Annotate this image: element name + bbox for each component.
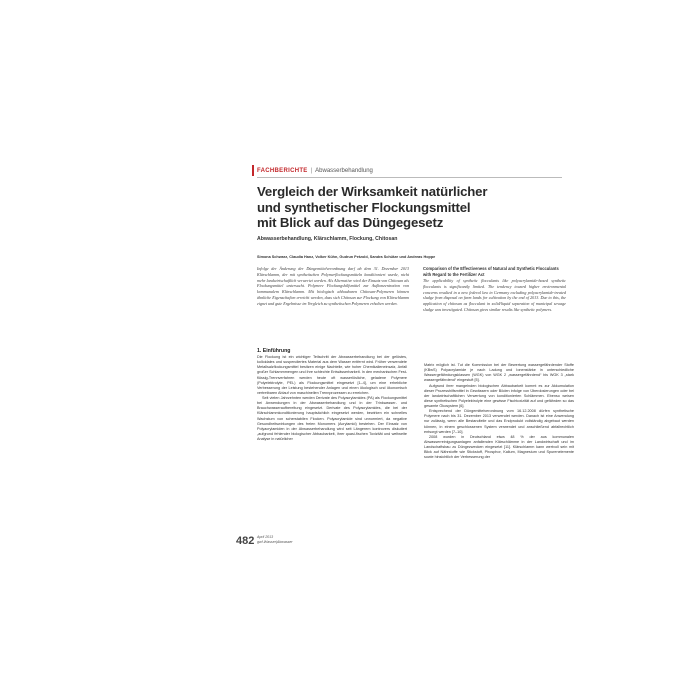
body-column-right	[424, 363, 574, 460]
article-title	[257, 184, 567, 231]
journal-footer	[257, 535, 293, 544]
body-paragraph: Aufgrund ihrer mangelnden biologischen Abbaubarkeit kommt es zur Akkumulation dieser Prozesshilfsmittel in Gewässern oder Böden infolge von Überdosierungen oder bei der landwirtschaftlichen Verwertung von konditionierten Schlämmen. Ebenso weisen diese synthetischen Polyelektrolyte eine gewisse Fischtoxizität auf und gefährden so das gesamte Ökosystem [6].	[424, 383, 574, 408]
section-separator: |	[310, 168, 313, 174]
section-marker	[252, 165, 254, 176]
section-subcategory: Abwasserbehandlung	[315, 168, 373, 174]
body-paragraph: Matrix möglich ist. Tut die Kommission bei der Bewertung wassergefährdender Stoffe (KBwS) Polyacrylamide je nach Ladung und Ionenstärke in unterschiedliche Wassergefährdungsklassen (WGK) von WGK 2 „wassergefährdend“ bis WGK 3 „stark wassergefährdend“ eingestuft [5].	[424, 363, 574, 383]
body-column-left	[257, 348, 407, 442]
title-line: Vergleich der Wirksamkeit natürlicher	[257, 184, 488, 199]
section-heading: 1. Einführung	[257, 348, 291, 354]
abstract-english-title: Comparison of the Effectiveness of Natural and Synthetic Flocculants with Regard to the Fertilizer Act	[423, 266, 559, 277]
section-header	[257, 167, 373, 175]
abstract-german: Infolge der Änderung der Düngemittelverordnung darf ab dem 31. Dezember 2013 Klärschlamm, der mit synthetischen Polymerflockungsmitteln konditioniert wurde, nicht mehr landwirtschaftlich verwertet werden. Als Alternative wird der Einsatz von Chitosan als Flockungsmittel untersucht. Polymere Flockungshilfsmittel zur Aufkonzentration von kommunalem Klärschlamm. Mit biologisch abbaubaren Chitosan-Polymeren können ähnliche Eigenschaften erreicht werden, dass sich Chitosan zur Flockung von Klärschlamm eignet und gute Ergebnisse im Vergleich zu synthetischen Polymeren erhalten werden.	[257, 266, 409, 306]
body-paragraph: Entsprechend der Düngemittelverordnung vom 16.12.2008 dürfen synthetische Polymere nach bis 31. Dezember 2013 verwendet werden. Danach ist eine Anwendung nur zulässig, wenn alle Bestandteile und das Endprodukt vollständig abgebaut werden können, in einem geschlossenen System verwendet und anschließend abfallrechtlich entsorgt werden [7–10].	[424, 409, 574, 434]
footer-journal: gwf-Wasser|Abwasser	[257, 539, 293, 544]
section-category: FACHBERICHTE	[257, 168, 308, 174]
body-paragraph: Seit vielen Jahrzehnten werden Derivate des Polyacrylamides (PA) als Flockungsmittel bei Anwendungen in der Abwasserbehandlung und in der Trinkwasser- und Brauchwasseraufbereitung eingesetzt. Derivate des Polyacrylamides, die bei der Klärschlammkonditionierung hauptsächlich eingesetzt werden, bewirken ein schnelles Wachstum von scherstabilen Flocken. Polyacrylamide sind unnormiert, da negative Gesundheitswirkungen des freien Monomers (Acrylamid) bestehen. Der Einsatz von Polyacrylamiden in der Abwasserbehandlung wird seit Längerem kontrovers diskutiert „aufgrund fehlender biologischer Abbaubarkeit, ihrer quasi-fischen Toxizität und weltweite Analyse in natürlicher	[257, 396, 407, 441]
body-paragraph: Die Flockung ist ein wichtiger Teilschritt der Abwasserbehandlung bei der gelöstes, kolloidales und suspendiertes Material aus dem Wasser entfernt wird. Früher verwendete Metallsalzflockungsmittel besitzen einige Nachteile, wie hoher Chemikalieneinsatz, Anfall großer Schlammmengen und ihre schlechte Entwässerbarkeit. In den mechanischen Fest-flüssig-Trennverfahren werden heute oft wasserlösliche, geladene Polymere (Polyelektrolyte, PEL) als Flockungsmittel eingesetzt [1–4], um eine erhebliche Verbesserung der Leistung bestehender Anlagen und einen ökologisch und ökonomisch vertretbaren Ablauf von maschinellen Trennprozessen zu erreichen.	[257, 355, 407, 395]
section-rule	[257, 177, 562, 178]
page-number: 482	[236, 535, 255, 547]
abstract-english: The applicability of synthetic flocculants like polyacrylamide-based synthetic flocculants is significantly limited. The tendency toward higher environmental concerns resulted in a new federal law in Germany excluding polyacrylamide-treated sludge from disposal on farm lands for cultivation by the end of 2013. Due to this, the application of chitosan as flocculant in solid/liquid separation of municipal sewage sludge was investigated. Chitosan gives similar results like synthetic polymers.	[423, 278, 566, 312]
title-line: mit Blick auf das Düngegesetz	[257, 215, 444, 231]
title-line: und synthetischer Flockungsmittel	[257, 199, 471, 215]
footer-date: April 2013	[257, 535, 274, 539]
keywords: Abwasserbehandlung, Klärschlamm, Flockung, Chitosan	[257, 236, 398, 242]
authors: Simona Schwarz, Claudia Hanz, Volker Kühn, Gudrun Petzold, Sandra Schütze und Andreas Hoppe	[257, 255, 436, 259]
body-paragraph: 2008 wurden in Deutschland etwa 48 % der aus kommunalen Abwasserreinigungsanlagen anfallenden Klärschlämme in der Landwirtschaft und im Landschaftsbau zu Düngezwecken eingesetzt [11]. Klärschlamm kann wertvoll sein mit Blick auf Nährstoffe wie Stickstoff, Phosphor, Kalium, Magnesium und Spurenelemente sowie hinsichtlich der Verbesserung der	[424, 434, 574, 460]
